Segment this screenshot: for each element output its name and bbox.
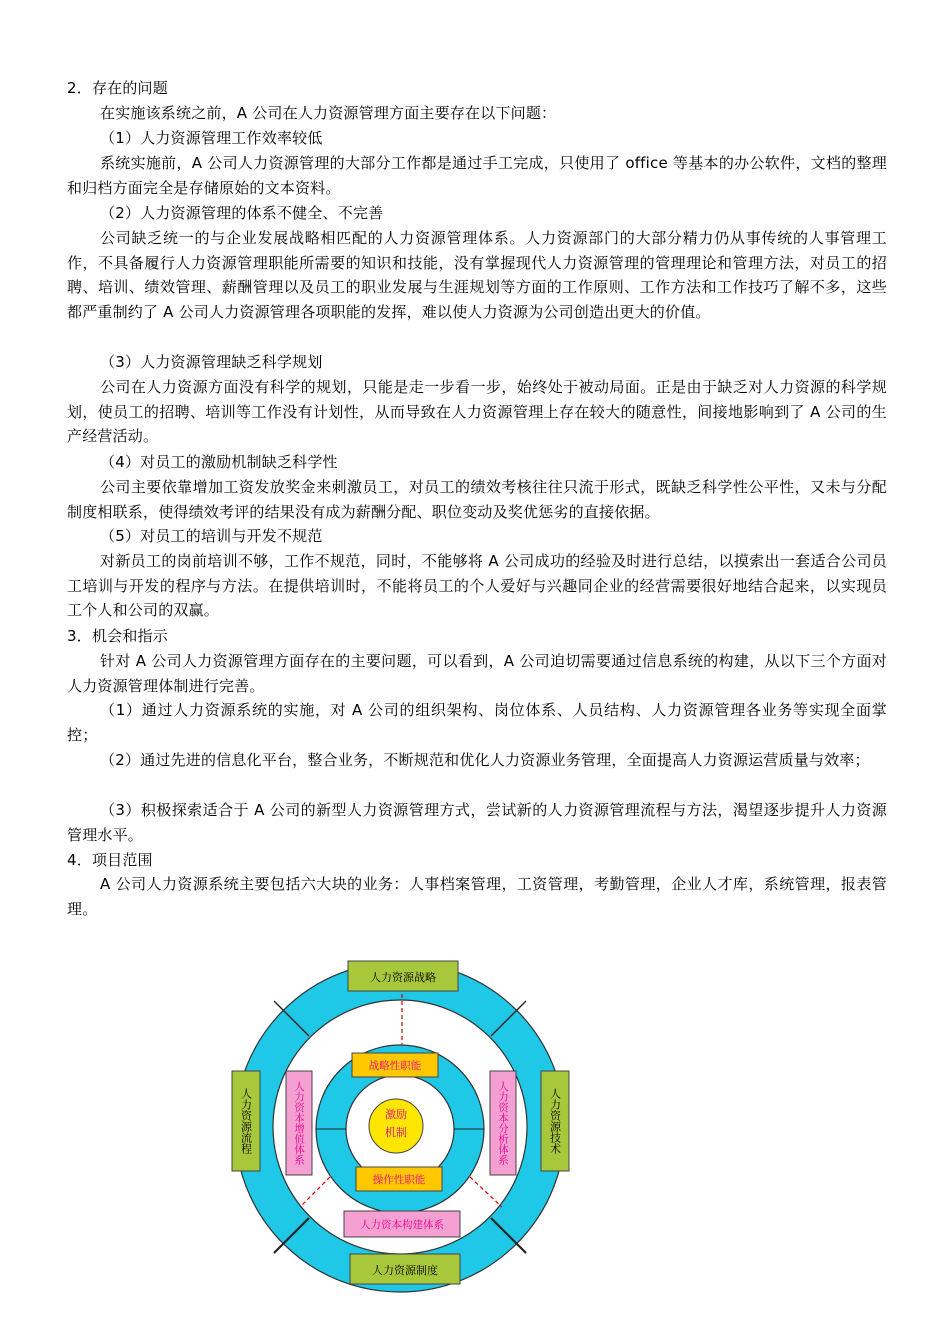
- problem-1-body: 系统实施前，A 公司人力资源管理的大部分工作都是通过手工完成，只使用了 office 等基本的办公软件，文档的整理和归档方面完全是存储原始的文本资料。: [67, 154, 887, 197]
- problem-1-title: （1）人力资源管理工作效率较低: [100, 129, 323, 147]
- problem-2-body: 公司缺乏统一的与企业发展战略相匹配的人力资源管理体系。人力资源部门的大部分精力仍从事传统的人事管理工作，不具备履行人力资源管理职能所需要的知识和技能，没有掌握现代人力资源管理的管理理论和管理方法，对员工的招聘、培训、绩效管理、薪酬管理以及员工的职业发展与生涯规划等方面的工作原则、工作方法和工作技巧了解不多，这些都严重制约了 A 公司人力资源管理各项职能的发挥，难以使人力资源为公司创造出更大的价值。: [67, 229, 887, 321]
- problem-5-title: （5）对员工的培训与开发不规范: [100, 527, 323, 545]
- problem-3-body: 公司在人力资源方面没有科学的规划，只能是走一步看一步，始终处于被动局面。正是由于缺乏对人力资源的科学规划，使员工的招聘、培训等工作没有计划性，从而导致在人力资源管理上存在较大的随意性，间接地影响到了 A 公司的生产经营活动。: [67, 378, 887, 446]
- opportunity-2: （2）通过先进的信息化平台，整合业务，不断规范和优化人力资源业务管理，全面提高人力资源运营质量与效率；: [100, 751, 870, 769]
- inner-bottom-label: 操作性职能: [372, 1174, 426, 1186]
- outer-right-box: [541, 1071, 569, 1171]
- outer-bottom-label: 人力资源制度: [372, 1264, 438, 1277]
- outer-left-box: [232, 1071, 260, 1171]
- outer-left-label: 人力资源流程: [239, 1088, 253, 1154]
- center-circle: [369, 1099, 423, 1153]
- section-4-body: A 公司人力资源系统主要包括六大块的业务：人事档案管理，工资管理，考勤管理，企业人才库，系统管理，报表管理。: [67, 875, 887, 918]
- section-2-heading: 2．存在的问题: [67, 79, 168, 97]
- middle-bottom-label: 人力资本构建体系: [360, 1219, 444, 1231]
- inner-top-box: [352, 1053, 438, 1077]
- problem-4-title: （4）对员工的激励机制缺乏科学性: [100, 453, 338, 471]
- outer-right-label: 人力资源技术: [548, 1088, 562, 1154]
- outer-top-box: [348, 961, 458, 991]
- middle-right-box: [490, 1071, 516, 1175]
- section-3-heading: 3．机会和指示: [67, 627, 168, 645]
- section-3-intro: 针对 A 公司人力资源管理方面存在的主要问题，可以看到，A 公司迫切需要通过信息系统的构建，从以下三个方面对人力资源管理体制进行完善。: [67, 652, 887, 695]
- middle-left-label: 人力资本增值体系: [293, 1081, 305, 1165]
- middle-left-box: [286, 1071, 312, 1175]
- problem-3-title: （3）人力资源管理缺乏科学规划: [100, 353, 323, 371]
- middle-bottom-box: [344, 1211, 460, 1237]
- problem-5-body: 对新员工的岗前培训不够，工作不规范，同时，不能够将 A 公司成功的经验及时进行总结，以摸索出一套适合公司员工培训与开发的程序与方法。在提供培训时，不能将员工的个人爱好与兴趣同企业的经营需要很好地结合起来，以实现员工个人和公司的双赢。: [67, 552, 887, 620]
- inner-top-label: 战略性职能: [368, 1060, 422, 1072]
- section-2-intro: 在实施该系统之前，A 公司在人力资源管理方面主要存在以下问题：: [100, 104, 557, 122]
- outer-bottom-box: [350, 1254, 460, 1284]
- opportunity-1: （1）通过人力资源系统的实施，对 A 公司的组织架构、岗位体系、人员结构、人力资源管理各业务等实现全面掌控；: [67, 701, 887, 744]
- section-4-heading: 4．项目范围: [67, 851, 153, 869]
- center-label-line-1: 激励: [385, 1108, 407, 1121]
- inner-bottom-box: [356, 1167, 442, 1191]
- problem-2-title: （2）人力资源管理的体系不健全、不完善: [100, 204, 384, 222]
- opportunity-3: （3）积极探索适合于 A 公司的新型人力资源管理方式，尝试新的人力资源管理流程与方法，渴望逐步提升人力资源管理水平。: [67, 801, 887, 844]
- center-label-line-2: 机制: [385, 1126, 407, 1139]
- hr-system-diagram: [220, 945, 580, 1295]
- problem-4-body: 公司主要依靠增加工资发放奖金来刺激员工，对员工的绩效考核往往只流于形式，既缺乏科学性公平性，又未与分配制度相联系，使得绩效考评的结果没有成为薪酬分配、职位变动及奖优惩劣的直接依据。: [67, 478, 887, 521]
- outer-top-label: 人力资源战略: [370, 971, 436, 984]
- middle-right-label: 人力资本分析体系: [497, 1081, 509, 1165]
